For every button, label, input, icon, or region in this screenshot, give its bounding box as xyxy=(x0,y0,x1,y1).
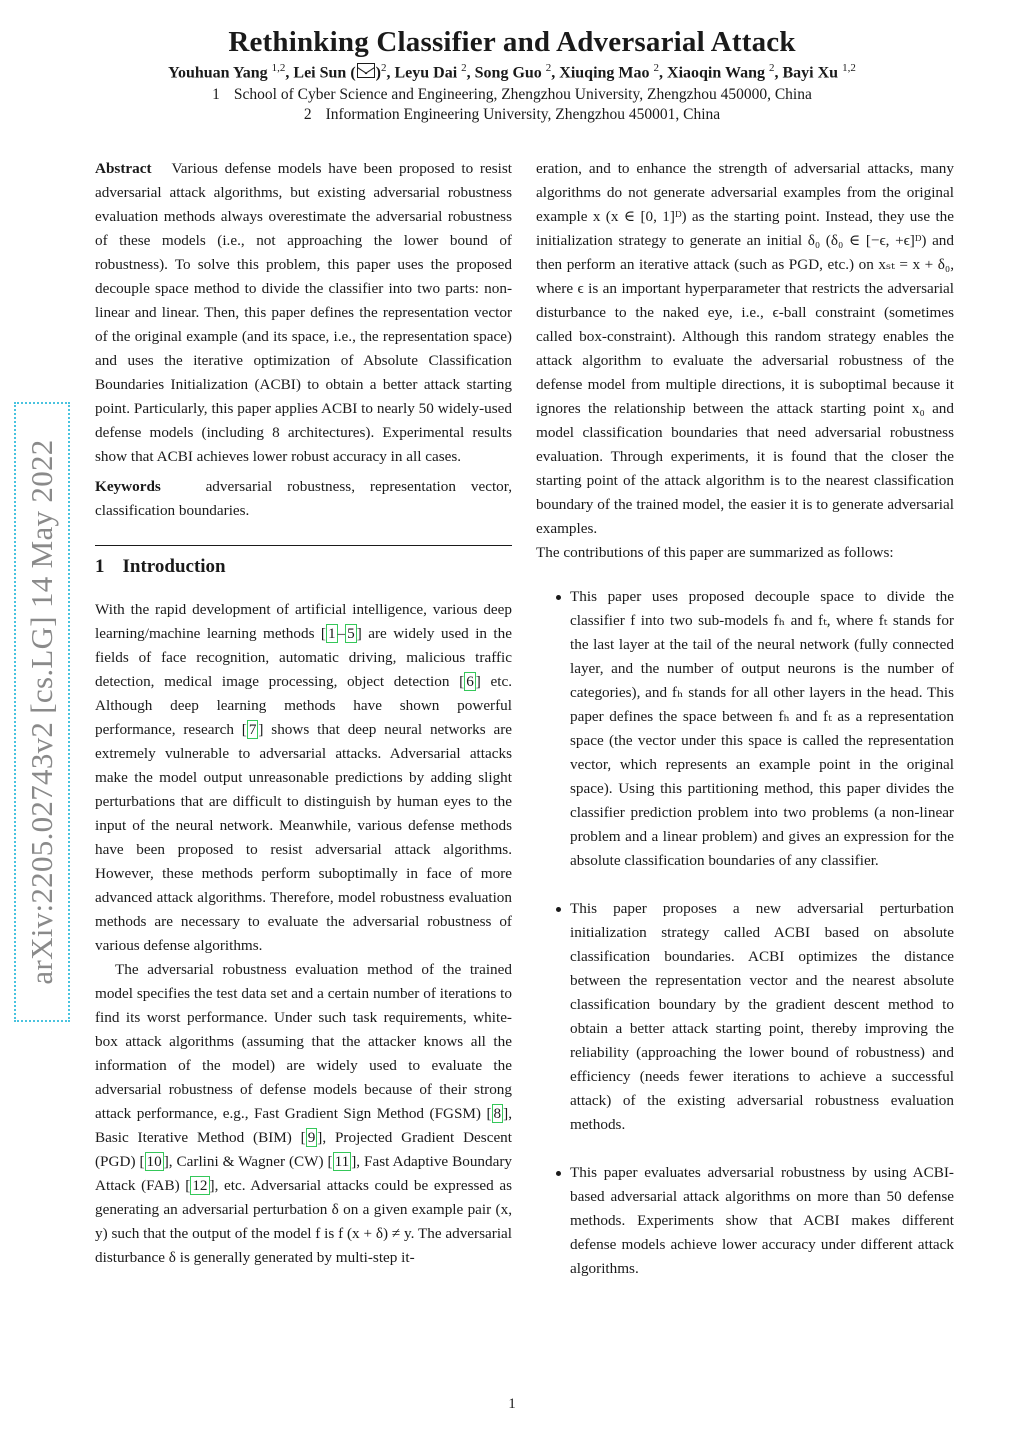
intro-paragraph-2: The adversarial robustness evaluation method of the trained model specifies the test data set and a certain number of iterations to find its worst performance. Under such task requirements, white-box attack algorithms (assuming that the attacker knows all the information of the model) are widely used to evaluate the adversarial robustness of defense models because of their strong attack performance, e.g., Fast Gradient Sign Method (FGSM) [ 8 ], Basic Iterative Method (BIM) [ 9 ], Projected Gradient Descent (PGD) [ 10 ], Carlini & Wagner (CW) [ 11 ], Fast Adaptive Boundary Attack (FAB) [ 12 ], etc. Adversarial attacks could be expressed as generating an adversarial perturbation δ on a given example pair (x, y) such that the output of the model f is f (x + δ) ≠ y. The adversarial disturbance δ is generally generated by multi-step it- xyxy=(95,961,513,1266)
section-title: Introduction xyxy=(122,556,226,577)
arxiv-identifier: arXiv:2205.02743v2 [cs.LG] 14 May 2022 xyxy=(24,439,59,985)
citation-link[interactable]: 8 xyxy=(493,1105,502,1122)
keywords-label: Keywords xyxy=(95,478,161,495)
section-heading-introduction xyxy=(95,545,512,582)
affiliation-2 xyxy=(0,106,1024,124)
abstract-label: Abstract xyxy=(95,160,152,177)
paragraph-text: , Carlini & Wagner (CW) xyxy=(168,1153,328,1170)
paragraph-text: , etc. Adversarial attacks could be expressed as generating an adversarial perturbation δ on a given example pair (x, y) such that the output of the model f is f (x + δ) ≠ y. The adversarial disturbance δ is generally generated by multi-step it- xyxy=(95,1177,513,1266)
author-separator: , xyxy=(774,64,783,82)
right-column xyxy=(536,157,954,1305)
paragraph-text: , Projected Gradient Descent (PGD) xyxy=(95,1129,512,1170)
author-separator: , xyxy=(659,64,668,82)
author-affiliation-marker: 2 xyxy=(380,62,387,74)
list-item-text: This paper evaluates adversarial robustness by using ACBI-based adversarial attack algorithms on more than 50 defense methods. Experiments show that ACBI makes different defense models achieve lower accuracy under different attack algorithms. xyxy=(570,1164,954,1277)
author-name: Youhuan Yang xyxy=(168,64,268,82)
section-number: 1 xyxy=(95,556,105,577)
contributions-list xyxy=(536,585,954,1281)
affiliation-number: 2 xyxy=(303,106,312,123)
author-separator: , xyxy=(466,64,475,82)
author-affiliation-marker: 2 xyxy=(653,62,660,74)
arxiv-watermark[interactable] xyxy=(14,402,70,1022)
list-item xyxy=(536,897,954,1137)
author-affiliation-marker: 2 xyxy=(545,62,552,74)
affiliation-number: 1 xyxy=(212,86,220,103)
abstract-text: Various defense models have been proposed to resist adversarial attack algorithms, but existing adversarial robustness evaluation methods always overestimate the adversarial robustness of these models (i.e., not approaching the lower bound of robustness). To solve this problem, this paper uses the proposed decouple space method to divide the classifier into two parts: non-linear and linear. Then, this paper defines the representation vector of the original example (and its space, i.e., the representation space) and uses the iterative optimization of Absolute Classification Boundaries Initialization (ACBI) to obtain a better attack starting point. Particularly, this paper applies ACBI to nearly 50 widely-used defense models (including 8 architectures). Experimental results show that ACBI achieves lower robust accuracy in all cases. xyxy=(95,160,512,465)
citation-range-dash: – xyxy=(337,625,346,642)
citation-link[interactable]: 10 xyxy=(146,1153,162,1170)
author-affiliation-marker: 1,2 xyxy=(271,62,286,74)
author-separator: , xyxy=(551,64,560,82)
citation-link[interactable]: 11 xyxy=(334,1153,350,1170)
author-list: Youhuan Yang $^{1,2}$, Lei Sun ( )$^2$, Leyu Dai $^2$, Song Guo $^2$, Xiuqing Mao $^2$, Xiaoqin Wang $^2$, Bayi Xu $^{1,2}$ xyxy=(168,62,856,82)
paragraph-text: , Basic Iterative Method (BIM) xyxy=(95,1105,512,1146)
author-name: Xiuqing Mao xyxy=(559,64,650,82)
bullet-icon xyxy=(556,595,561,600)
author-name: Leyu Dai xyxy=(394,64,458,82)
affiliation-1 xyxy=(0,86,1024,104)
paragraph-text: The adversarial robustness evaluation method of the trained model specifies the test data set and a certain number of iterations to find its worst performance. Under such task requirements, white-box attack algorithms (assuming that the attacker knows all the information of the model) are widely used to evaluate the adversarial robustness of defense models because of their strong attack performance, e.g., Fast Gradient Sign Method (FGSM) xyxy=(95,961,512,1122)
keywords-text: adversarial robustness, representation vector, classification boundaries. xyxy=(95,478,512,519)
paragraph-text: , Fast Adaptive Boundary Attack (FAB) xyxy=(95,1153,513,1194)
author-separator: , xyxy=(386,64,395,82)
abstract xyxy=(95,157,512,469)
citation-link[interactable]: 12 xyxy=(192,1177,208,1194)
paragraph-text: shows that deep neural networks are extremely vulnerable to adversarial attacks. Adversarial attacks make the model output unreasonable predictions by adding slight perturbations that are difficult to distinguish by human eyes to the input of the neural network. Meanwhile, various defense methods have been proposed to resist adversarial attack algorithms. However, these methods perform suboptimally in face of more advanced attack algorithms. Therefore, model robustness evaluation methods are necessary to evaluate the adversarial robustness of various defense algorithms. xyxy=(95,721,512,954)
intro-paragraph-1: With the rapid development of artificial intelligence, various deep learning/machine learning methods [ 1 – 5 ] are widely used in the fields of face recognition, automatic driving, malicious traffic detection, medical image processing, object detection [ 6 ] etc. Although deep learning methods have shown powerful performance, research [ 7 ] shows that deep neural networks are extremely vulnerable to adversarial attacks. Adversarial attacks make the model output unreasonable predictions by adding slight perturbations that are difficult to distinguish by human eyes to the input of the neural network. Meanwhile, various defense methods have been proposed to resist adversarial attack algorithms. However, these methods perform suboptimally in face of more advanced attack algorithms. Therefore, model robustness evaluation methods are necessary to evaluate the adversarial robustness of various defense algorithms. xyxy=(95,601,513,954)
page-number: 1 xyxy=(508,1396,516,1412)
paragraph-text: are widely used in the fields of face recognition, automatic driving, malicious traffic detection, medical image processing, object detection xyxy=(95,625,512,690)
envelope-icon xyxy=(357,63,375,78)
contributions-intro: The contributions of this paper are summarized as follows: xyxy=(536,544,894,561)
author-affiliation-marker: 1,2 xyxy=(842,62,856,74)
affiliation-text: School of Cyber Science and Engineering, Zhengzhou University, Zhengzhou 450000, China xyxy=(233,86,812,103)
citation-link[interactable]: 6 xyxy=(466,673,474,690)
author-affiliation-marker: 2 xyxy=(769,62,775,74)
author-name: Song Guo xyxy=(474,64,542,82)
paper-title: Rethinking Classifier and Adversarial Attack xyxy=(228,26,796,58)
left-column xyxy=(95,157,512,1270)
author-name: Bayi Xu xyxy=(782,64,839,82)
paragraph-text: With the rapid development of artificial intelligence, various deep learning/machine learning methods xyxy=(95,601,512,642)
citation-link[interactable]: 7 xyxy=(248,721,257,738)
keywords xyxy=(95,475,512,523)
affiliation-text: Information Engineering University, Zhengzhou 450001, China xyxy=(325,106,721,123)
list-item xyxy=(536,1161,954,1281)
list-item-text: This paper proposes a new adversarial perturbation initialization strategy called ACBI based on absolute classification boundaries. ACBI optimizes the distance between the representation vector and the nearest absolute classification boundary by the gradient descent method to obtain a better attack starting point, thereby improving the reliability (approaching the lower bound of robustness) and efficiency (needs fewer iterations to achieve a successful attack) of the existing adversarial robustness evaluation methods. xyxy=(570,900,954,1133)
citation-link[interactable]: 9 xyxy=(307,1129,316,1146)
author-affiliation-marker: 2 xyxy=(461,62,467,74)
bullet-icon xyxy=(556,907,561,912)
citation-link[interactable]: 1 xyxy=(327,625,336,642)
author-name: Lei Sun xyxy=(293,64,347,82)
citation-link[interactable]: 5 xyxy=(347,625,355,642)
list-item xyxy=(536,585,954,873)
list-item-text: This paper uses proposed decouple space to divide the classifier f into two sub-models fₕ and fₜ, where fₜ stands for the last layer at the tail of the neural network (fully connected layer, and the number of output neurons is the number of categories), and fₕ stands for all other layers in the head. This paper defines the space between fₕ and fₜ as a representation space (the vector under this space is called the representation vector, which represents an example point in the original space). Using this partitioning method, this paper divides the classifier prediction problem into two problems (a non-linear problem and a linear problem) and gives an expression for the absolute classification boundaries of any classifier. xyxy=(570,588,954,869)
paragraph-text: etc. Although deep learning methods have shown powerful performance, research xyxy=(95,673,513,738)
intro-paragraph-3: eration, and to enhance the strength of adversarial attacks, many algorithms do not generate adversarial examples from the original example x (x ∈ [0, 1]ᴰ) as the starting point. Instead, they use the initialization strategy to generate an initial δ₀ (δ₀ ∈ [−ϵ, +ϵ]ᴰ) and then perform an iterative attack (such as PGD, etc.) on xₛₜ = x + δ₀, where ϵ is an important hyperparameter that restricts the adversarial disturbance to the naked eye, i.e., ϵ-ball constraint (sometimes called box-constraint). Although this random strategy enables the attack algorithm to evaluate the adversarial robustness of the defense model from multiple directions, it is suboptimal because it ignores the relationship between the attack starting point x₀ and model classification boundaries that need adversarial robustness evaluation. Through experiments, it is found that the closer the starting point of the attack algorithm is to the nearest classification boundary of the trained model, the easier it is to generate adversarial examples. xyxy=(536,160,954,537)
bullet-icon xyxy=(556,1171,561,1176)
author-separator: , xyxy=(285,64,294,82)
author-name: Xiaoqin Wang xyxy=(667,64,765,82)
